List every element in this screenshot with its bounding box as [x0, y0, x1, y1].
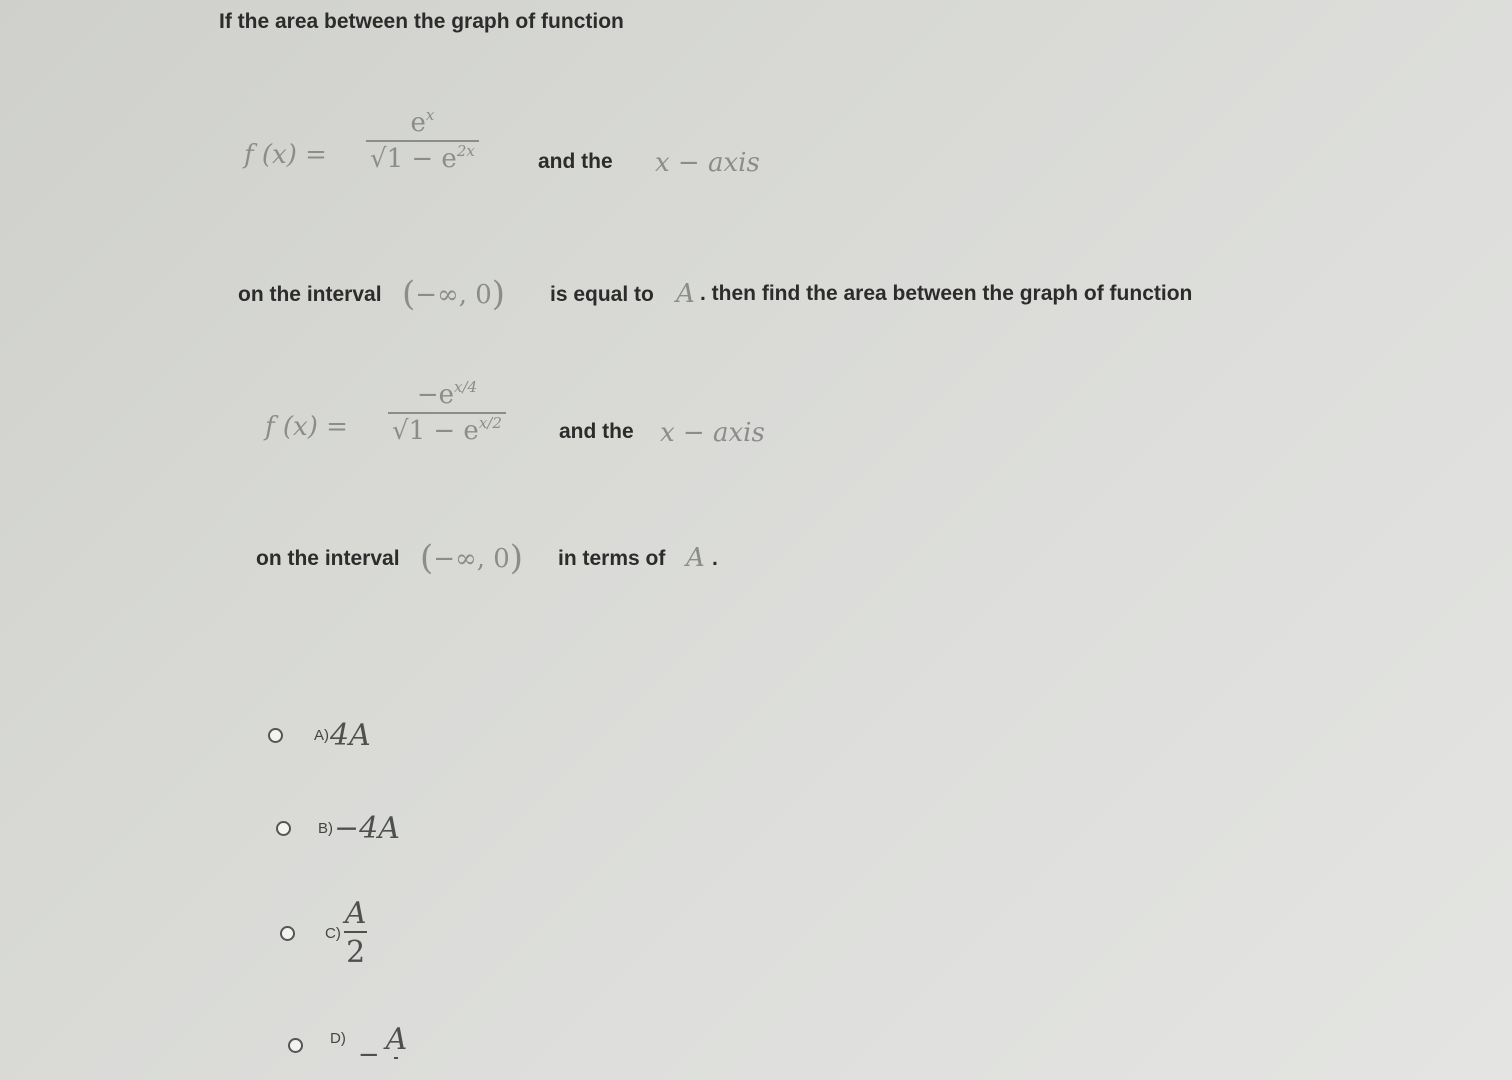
- line3-in-terms-of: in terms of: [558, 547, 666, 570]
- line2-interval: (−∞, 0): [402, 274, 506, 314]
- function-1-lhs: f (x) =: [244, 140, 327, 170]
- option-b-value: −4A: [334, 810, 400, 846]
- function-1-numerator: $e^x$: [410, 106, 435, 138]
- option-d-fraction: [384, 1022, 410, 1073]
- line3-A: A: [686, 543, 705, 573]
- option-d-radio[interactable]: [288, 1038, 303, 1053]
- function-2-fraction: [388, 380, 506, 446]
- option-c-radio[interactable]: [280, 926, 295, 941]
- function-2-axis: x − axis: [660, 418, 765, 448]
- option-c[interactable]: [280, 896, 369, 970]
- option-a-value: 4A: [330, 717, 371, 753]
- option-c-fraction: [343, 896, 369, 970]
- line2-on-the-interval: on the interval: [238, 283, 382, 306]
- line3-on-the-interval: on the interval: [256, 547, 400, 570]
- option-d-sign: −: [357, 1040, 380, 1070]
- option-a[interactable]: [268, 715, 371, 755]
- line2-is-equal-to: is equal to: [550, 283, 654, 306]
- option-d-numerator: A: [385, 1022, 408, 1057]
- line3-period: .: [712, 547, 718, 570]
- option-c-letter: C): [325, 924, 341, 942]
- option-b-letter: B): [318, 819, 333, 837]
- option-a-letter: A): [314, 726, 329, 744]
- option-c-denominator: 2: [344, 931, 367, 970]
- option-c-numerator: A: [344, 896, 367, 931]
- function-1-fraction: [366, 108, 479, 174]
- function-2-lhs: f (x) =: [265, 412, 348, 442]
- option-b-radio[interactable]: [276, 821, 291, 836]
- option-d-letter: D): [330, 1030, 346, 1047]
- line2-then: . then find the area between the graph of function: [700, 282, 1193, 305]
- function-2-and-the: and the: [559, 420, 634, 443]
- question-intro: If the area between the graph of function: [219, 10, 624, 33]
- option-a-radio[interactable]: [268, 728, 283, 743]
- function-1-axis: x − axis: [655, 148, 760, 178]
- function-2-denominator: $√1 - e^{x/2}$: [388, 412, 506, 446]
- option-d-denominator: [394, 1057, 398, 1073]
- line3-interval: (−∞, 0): [420, 538, 524, 578]
- option-d[interactable]: [288, 1024, 409, 1074]
- function-1-denominator: $√1 - e^{2x}$: [366, 140, 479, 174]
- option-b[interactable]: [276, 808, 400, 848]
- function-1-and-the: and the: [538, 150, 613, 173]
- line2-A: A: [676, 279, 695, 309]
- function-2-numerator: $-e^{x/4}$: [416, 378, 478, 410]
